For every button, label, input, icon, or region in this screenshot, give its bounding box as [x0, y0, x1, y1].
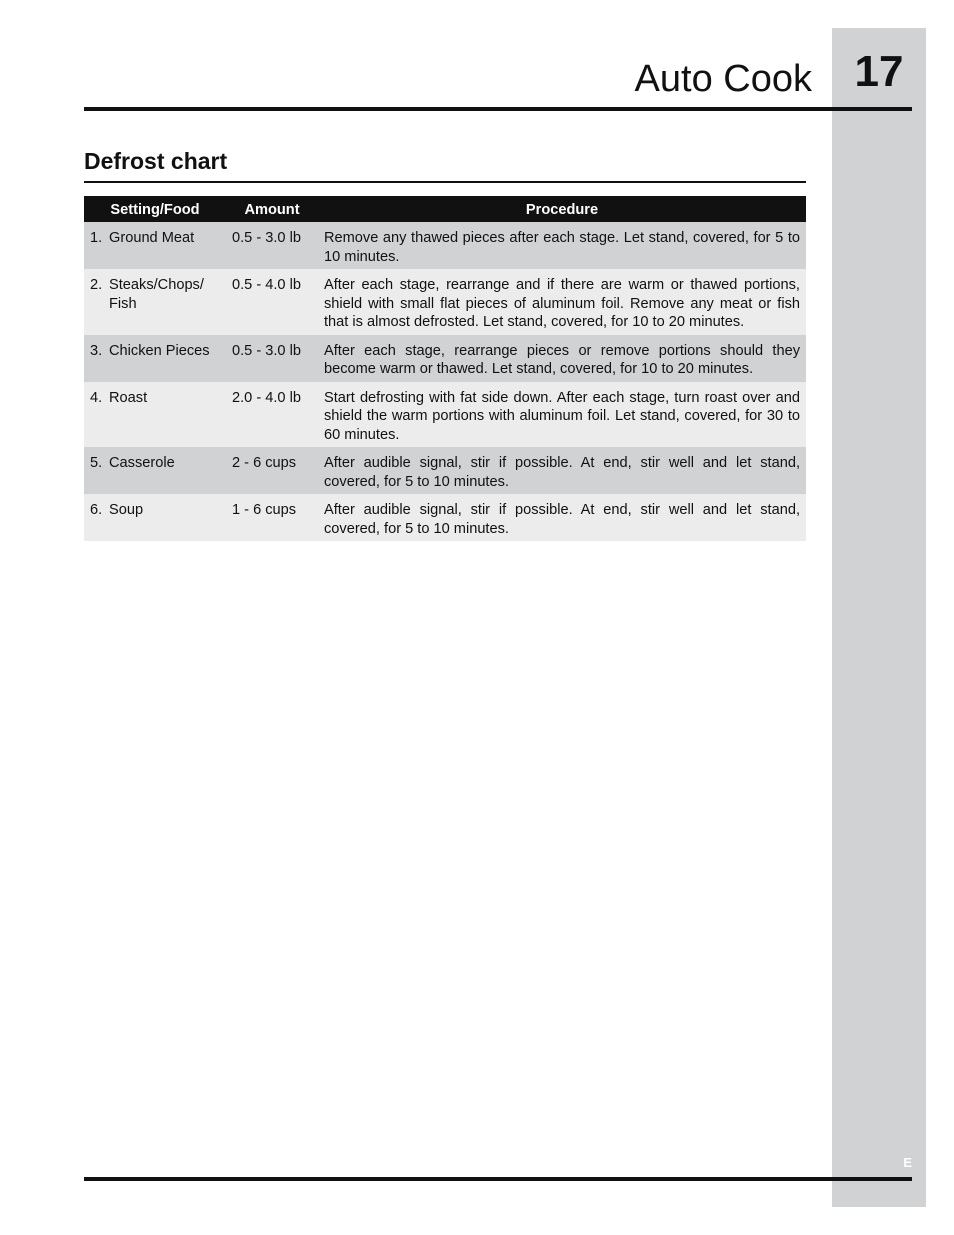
table-row [84, 269, 806, 335]
row-number: 2. [90, 277, 103, 293]
procedure-cell: After each stage, rearrange pieces or remove portions should they become warm or thawed. Let stand, covered, for 10 to 20 minutes. [318, 335, 806, 382]
table-header-row [84, 196, 806, 222]
page-number: 17 [854, 47, 904, 96]
table-row [84, 222, 806, 269]
column-header-procedure: Procedure [318, 196, 806, 222]
side-tab [832, 28, 926, 1207]
food-cell [84, 335, 226, 382]
language-tab-label: E [903, 1155, 912, 1170]
row-number: 3. [90, 342, 103, 359]
amount-cell: 1 - 6 cups [226, 494, 318, 541]
defrost-table [84, 196, 806, 541]
procedure-cell: After audible signal, stir if possible. At end, stir well and let stand, covered, for 5 to 10 minutes. [318, 447, 806, 494]
food-name: Ground Meat [109, 230, 195, 246]
procedure-cell: Remove any thawed pieces after each stage. Let stand, covered, for 5 to 10 minutes. [318, 222, 806, 269]
amount-cell: 0.5 - 3.0 lb [226, 222, 318, 269]
row-number: 6. [90, 502, 103, 518]
column-header-amount: Amount [226, 196, 318, 222]
procedure-cell: After each stage, rearrange and if there are warm or thawed portions, shield with small flat pieces of aluminum foil. Remove any meat or fish that is almost defrosted. Let stand, covered, for 10 to 20 minutes. [318, 269, 806, 335]
amount-cell: 0.5 - 3.0 lb [226, 335, 318, 382]
food-cell [84, 222, 226, 269]
table-row [84, 335, 806, 382]
food-cell [84, 494, 226, 541]
column-header-setting-food: Setting/Food [84, 196, 226, 222]
chart-heading: Defrost chart [84, 148, 228, 174]
header-rule [84, 107, 912, 111]
food-cell [84, 447, 226, 494]
table-row [84, 494, 806, 541]
procedure-cell: Start defrosting with fat side down. After each stage, turn roast over and shield the warm portions with aluminum foil. Let stand, covered, for 30 to 60 minutes. [318, 382, 806, 448]
row-number: 1. [90, 230, 103, 246]
row-number: 4. [90, 389, 103, 406]
amount-cell: 0.5 - 4.0 lb [226, 269, 318, 335]
food-cell [84, 382, 226, 448]
amount-cell: 2 - 6 cups [226, 447, 318, 494]
food-name: Soup [109, 502, 144, 518]
food-name: Steaks/Chops/ Fish [109, 277, 204, 312]
footer-rule [84, 1177, 912, 1181]
food-cell [84, 269, 226, 335]
chart-heading-rule [84, 181, 806, 183]
table-row [84, 447, 806, 494]
row-number: 5. [90, 455, 103, 471]
food-name: Chicken Pieces [109, 342, 210, 359]
section-title: Auto Cook [634, 58, 812, 100]
amount-cell: 2.0 - 4.0 lb [226, 382, 318, 448]
table-row [84, 382, 806, 448]
food-name: Casserole [109, 455, 175, 471]
procedure-cell: After audible signal, stir if possible. At end, stir well and let stand, covered, for 5 to 10 minutes. [318, 494, 806, 541]
food-name: Roast [109, 389, 148, 406]
